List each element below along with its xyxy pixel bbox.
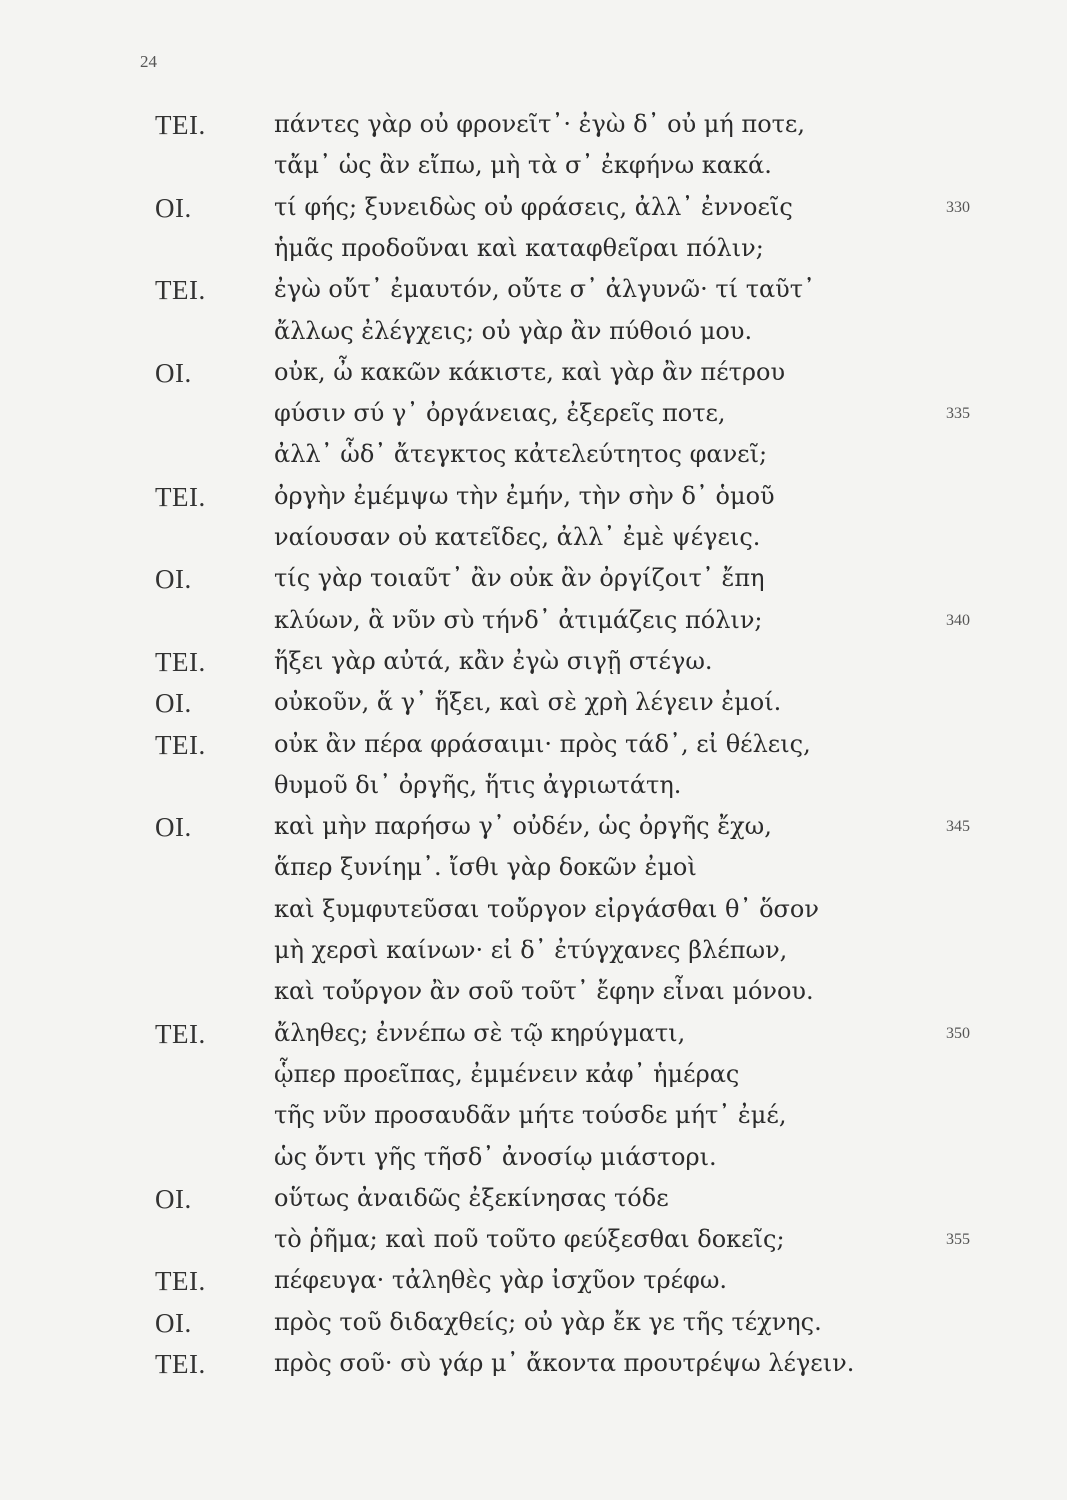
- verse-line: [0, 895, 1067, 933]
- verse-line: [0, 275, 1067, 313]
- verse-line: [0, 936, 1067, 974]
- verse-line: [0, 1184, 1067, 1222]
- verse-line: [0, 317, 1067, 355]
- verse-text: οὐκοῦν, ἅ γ᾽ ἥξει, καὶ σὲ χρὴ λέγειν ἐμοί.: [274, 688, 782, 717]
- verse-line: [0, 688, 1067, 726]
- verse-text: πέφευγα· τἀληθὲς γὰρ ἰσχῦον τρέφω.: [274, 1266, 728, 1295]
- verse-text: οὐκ, ὦ κακῶν κάκιστε, καὶ γὰρ ἂν πέτρου: [274, 357, 786, 386]
- line-number: 355: [946, 1231, 970, 1249]
- verse-text: τἄμ᾽ ὡς ἂν εἴπω, μὴ τὰ σ᾽ ἐκφήνω κακά.: [274, 151, 772, 180]
- verse-line: [0, 1060, 1067, 1098]
- verse-line: [0, 151, 1067, 189]
- verse-text: τὸ ῥῆμα; καὶ ποῦ τοῦτο φεύξεσθαι δοκεῖς;: [274, 1225, 785, 1254]
- verse-text: θυμοῦ δι᾽ ὀργῆς, ἥτις ἀγριωτάτη.: [274, 770, 682, 799]
- speaker-label: ΤΕΙ.: [155, 646, 206, 677]
- speaker-label: ΟΙ.: [155, 1183, 192, 1214]
- verse-line: [0, 853, 1067, 891]
- line-number: 340: [946, 611, 970, 629]
- verse-line: [0, 482, 1067, 520]
- verse-line: [0, 1019, 1067, 1057]
- page-number: 24: [140, 52, 157, 71]
- verse-line: [0, 523, 1067, 561]
- verse-text: καὶ μὴν παρήσω γ᾽ οὐδέν, ὡς ὀργῆς ἔχω,: [274, 812, 772, 841]
- speaker-label: ΟΙ.: [155, 1307, 192, 1338]
- speaker-label: ΟΙ.: [155, 812, 192, 843]
- verse-text: μὴ χερσὶ καίνων· εἰ δ᾽ ἐτύγχανες βλέπων,: [274, 936, 788, 964]
- verse-text: ἐγὼ οὔτ᾽ ἐμαυτόν, οὔτε σ᾽ ἀλγυνῶ· τί ταῦτ᾽: [274, 275, 816, 304]
- verse-text: ἄληθες; ἐννέπω σὲ τῷ κηρύγματι,: [274, 1018, 686, 1047]
- verse-line: [0, 358, 1067, 396]
- verse-text: ἅπερ ξυνίημ᾽. ἴσθι γὰρ δοκῶν ἐμοὶ: [274, 853, 697, 882]
- speaker-label: ΟΙ.: [155, 564, 192, 595]
- verse-text: ἥξει γὰρ αὐτά, κἂν ἐγὼ σιγῇ στέγω.: [274, 646, 713, 675]
- verse-text: φύσιν σύ γ᾽ ὀργάνειας, ἐξερεῖς ποτε,: [274, 399, 726, 428]
- verse-line: [0, 399, 1067, 437]
- line-number: 335: [946, 405, 970, 423]
- speaker-label: ΤΕΙ.: [155, 481, 206, 512]
- verse-line: [0, 110, 1067, 148]
- verse-text: καὶ τοὔργον ἂν σοῦ τοῦτ᾽ ἔφην εἶναι μόνου.: [274, 977, 814, 1006]
- verse-text: ἀλλ᾽ ὧδ᾽ ἄτεγκτος κἀτελεύτητος φανεῖ;: [274, 440, 768, 469]
- verse-line: [0, 440, 1067, 478]
- verse-text: κλύων, ἃ νῦν σὺ τήνδ᾽ ἀτιμάζεις πόλιν;: [274, 605, 763, 634]
- verse-text: ὡς ὄντι γῆς τῆσδ᾽ ἀνοσίῳ μιάστορι.: [274, 1142, 717, 1171]
- verse-line: [0, 1225, 1067, 1263]
- verse-text: ὀργὴν ἐμέμψω τὴν ἐμήν, τὴν σὴν δ᾽ ὁμοῦ: [274, 481, 775, 510]
- line-number: 350: [946, 1024, 970, 1042]
- verse-text: τίς γὰρ τοιαῦτ᾽ ἂν οὐκ ἂν ὀργίζοιτ᾽ ἔπη: [274, 564, 765, 593]
- verse-line: [0, 771, 1067, 809]
- verse-line: [0, 1308, 1067, 1346]
- speaker-label: ΤΕΙ.: [155, 110, 206, 140]
- verse-line: [0, 606, 1067, 644]
- speaker-label: ΤΕΙ.: [155, 1018, 206, 1049]
- verse-line: [0, 1266, 1067, 1304]
- verse-line: [0, 193, 1067, 231]
- verse-line: [0, 730, 1067, 768]
- verse-text: ναίουσαν οὐ κατεῖδες, ἀλλ᾽ ἐμὲ ψέγεις.: [274, 523, 761, 551]
- verse-text: οὐκ ἂν πέρα φράσαιμι· πρὸς τάδ᾽, εἰ θέλεις,: [274, 729, 811, 758]
- verse-line: [0, 234, 1067, 272]
- verse-text: ἄλλως ἐλέγχεις; οὐ γὰρ ἂν πύθοιό μου.: [274, 316, 753, 345]
- verse-text: τί φής; ξυνειδὼς οὐ φράσεις, ἀλλ᾽ ἐννοεῖς: [274, 192, 793, 221]
- verse-line: [0, 1143, 1067, 1181]
- verse-text: πάντες γὰρ οὐ φρονεῖτ᾽· ἐγὼ δ᾽ οὐ μή ποτε,: [274, 110, 805, 138]
- speaker-label: ΤΕΙ.: [155, 275, 206, 306]
- line-number: 330: [946, 198, 970, 216]
- verse-line: [0, 1101, 1067, 1139]
- verse-line: [0, 647, 1067, 685]
- verse-text: πρὸς σοῦ· σὺ γάρ μ᾽ ἄκοντα προυτρέψω λέγειν.: [274, 1349, 855, 1377]
- verse-line: [0, 1349, 1067, 1387]
- verse-text: οὕτως ἀναιδῶς ἐξεκίνησας τόδε: [274, 1183, 669, 1212]
- verse-text: πρὸς τοῦ διδαχθείς; οὐ γὰρ ἔκ γε τῆς τέχνης.: [274, 1307, 822, 1336]
- verse-text: τῆς νῦν προσαυδᾶν μήτε τούσδε μήτ᾽ ἐμέ,: [274, 1101, 787, 1130]
- speaker-label: ΤΕΙ.: [155, 1266, 206, 1297]
- speaker-label: ΟΙ.: [155, 192, 192, 223]
- verse-line: [0, 977, 1067, 1015]
- speaker-label: ΟΙ.: [155, 357, 192, 388]
- line-number: 345: [946, 818, 970, 836]
- verse-text: ἡμᾶς προδοῦναι καὶ καταφθεῖραι πόλιν;: [274, 233, 764, 262]
- verse-line: [0, 812, 1067, 850]
- speaker-label: ΤΕΙ.: [155, 729, 206, 760]
- speaker-label: ΟΙ.: [155, 688, 192, 719]
- verse-text: καὶ ξυμφυτεῦσαι τοὔργον εἰργάσθαι θ᾽ ὅσον: [274, 894, 819, 923]
- speaker-label: ΤΕΙ.: [155, 1349, 206, 1379]
- verse-line: [0, 564, 1067, 602]
- verse-text: ᾧπερ προεῖπας, ἐμμένειν κἀφ᾽ ἡμέρας: [274, 1059, 740, 1088]
